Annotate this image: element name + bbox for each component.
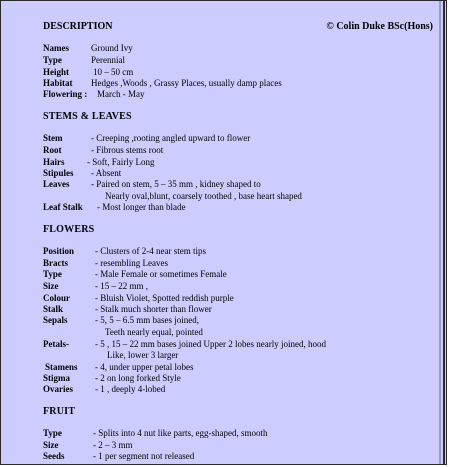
- section-title-stems: STEMS & LEAVES: [43, 111, 132, 122]
- header: [43, 21, 433, 33]
- copyright-text: © Colin Duke BSc(Hons): [326, 21, 433, 32]
- description-panel: DESCRIPTION © Colin Duke BSc(Hons) Names Ground Ivy Type Perennial Height 10 – 50 cm Habitat Hedges ,Woods , Grassy Places, usually damp places Flowering : March - May STEMS & LEAVES Stem - Creeping ,rooting angled upward to flower Root - Fibrous stems root Hairs - Soft, Fairly Long Stipules - Absent Leaves - Paired on stem, 5 – 35 mm , kidney shaped to Nearly oval,blunt, coarsely toothed , base heart shaped Leaf Stalk - Most longer than blade FLOWERS Position - Clusters of 2-4 near stem tips Bracts - resembling Leaves Type - Male Female or sometimes Female Size - 15 – 22 mm , Colour - Bluish Violet, Spotted reddish purple Stalk - Stalk much shorter than flower Sepals - 5, 5 – 6.5 mm bases joined, Teeth nearly equal, pointed Petals- - 5 , 15 – 22 mm bases joined Upper 2 lobes nearly joined, hood Like, lower 3 larger Stamens - 4, under upper petal lobes Stigma - 2 on long forked Style Ovaries - 1 , deeply 4-lobed FRUIT Type - Splits into 4 nut like parts, egg-shaped, smooth Size - 2 – 3 mm Seeds - 1 per segment not released: [0, 0, 447, 465]
- petals-continuation: Like, lower 3 larger: [107, 350, 179, 360]
- section-title-flowers: FLOWERS: [43, 224, 95, 235]
- sepals-continuation: Teeth nearly equal, pointed: [105, 327, 203, 337]
- section-title-fruit: FRUIT: [43, 406, 76, 417]
- page-title: DESCRIPTION: [43, 21, 113, 32]
- scrollbar[interactable]: [436, 1, 446, 464]
- leaves-continuation: Nearly oval,blunt, coarsely toothed , base heart shaped: [105, 191, 302, 201]
